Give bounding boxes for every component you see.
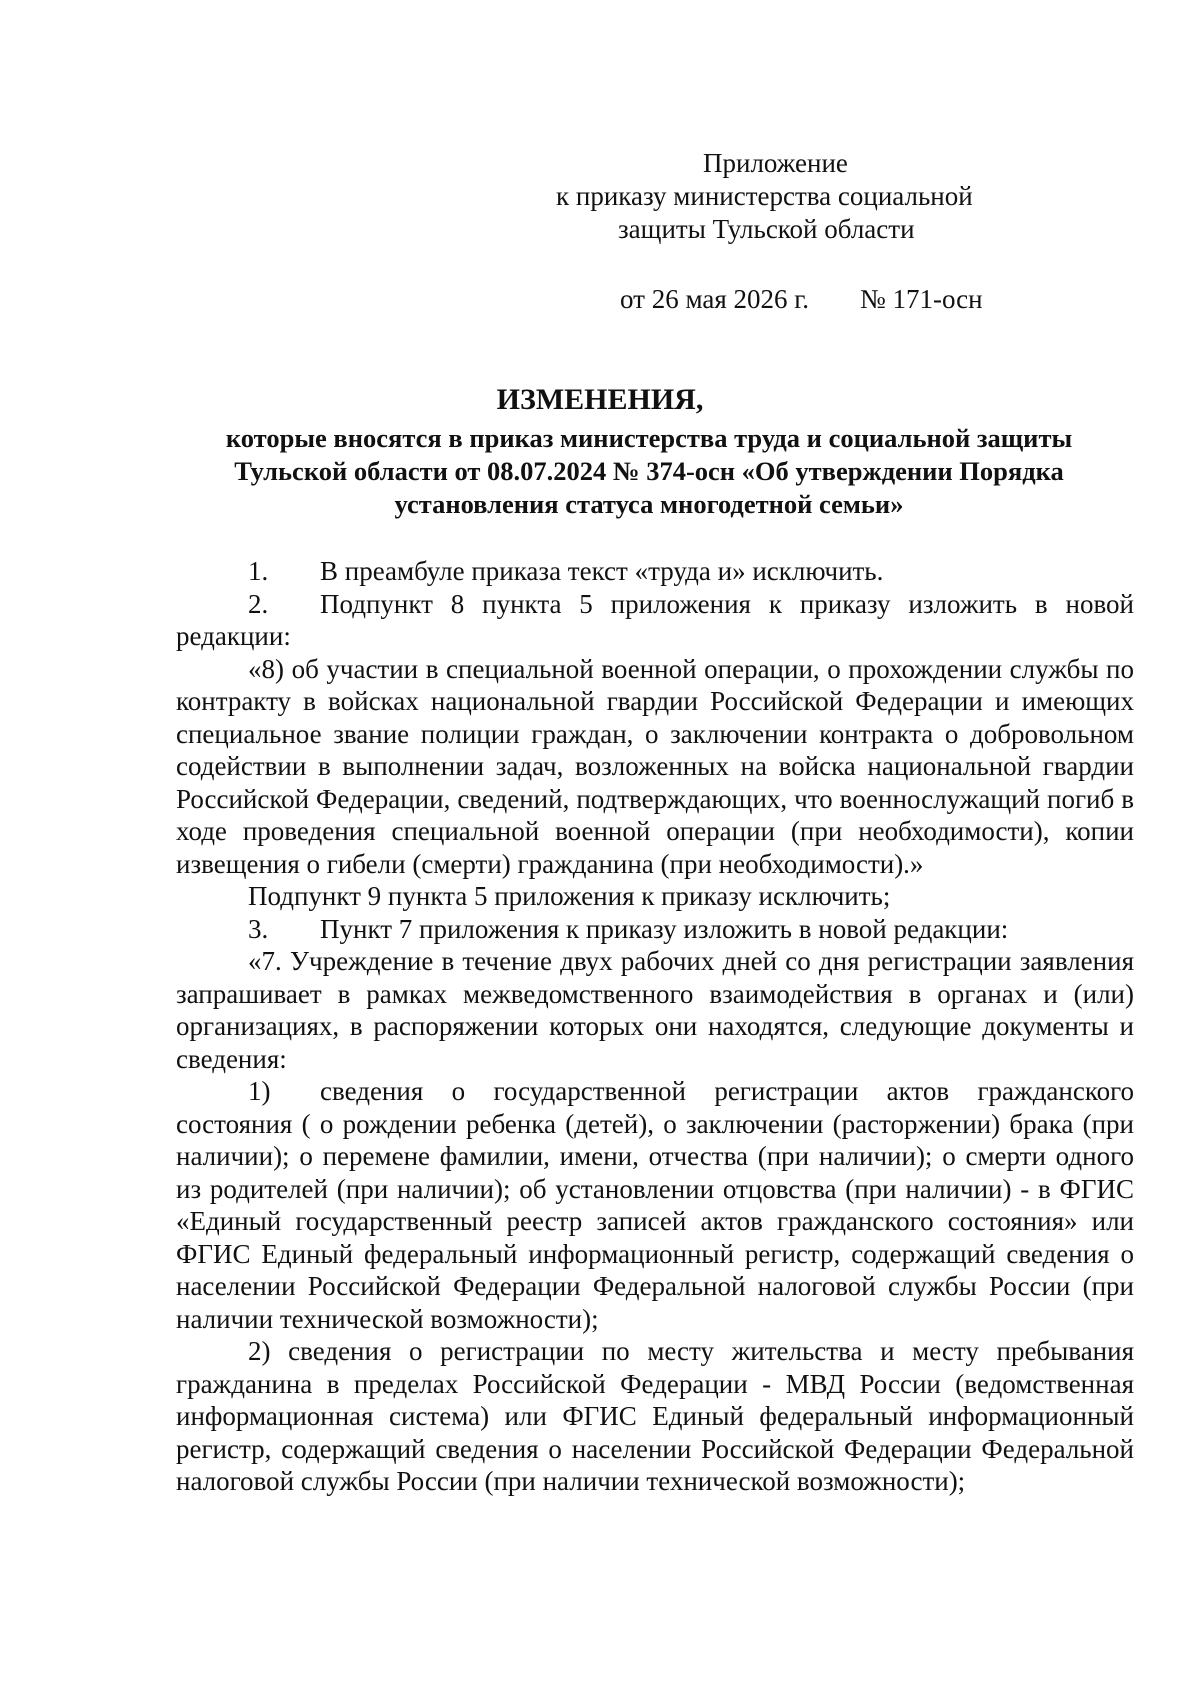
document-body: [176, 555, 1134, 1498]
subitem-1: [176, 1075, 1134, 1335]
appendix-line-2: к приказу министерства социальной: [556, 181, 973, 211]
subpoint-8-quote: «8) об участии в специальной военной операции, о прохождении службы по контракту в войсках национальной гвардии Российской Федерации и имеющих специальное звание полиции граждан, о заключении контракта о добровольном содействии в выполнении задач, возложенных на войска национальной гвардии Российской Федерации, сведений, подтверждающих, что военнослужащий погиб в ходе проведения специальной военной операции (при необходимости), копии извещения о гибели (смерти) гражданина (при необходимости).»: [176, 653, 1134, 879]
item-3: [176, 913, 1134, 946]
item-2: [176, 588, 1134, 653]
item-3-text: Пункт 7 приложения к приказу изложить в новой редакции:: [320, 913, 1009, 944]
item-1-text: В преамбуле приказа текст «труда и» исключить.: [320, 556, 884, 586]
subitem-1-text: сведения о государственной регистрации актов гражданского состояния ( о рождении ребенка (детей), о заключении (расторжении) брака (при наличии); о перемене фамилии, имени, отчества (при наличии); о смерти одного из родителей (при наличии); об установлении отцовства (при наличии) - в ФГИС «Единый государственный реестр записей актов гражданского состояния» или ФГИС Единый федеральный информационный регистр, содержащий сведения о населении Российской Федерации Федеральной налоговой службы России (при наличии технической возможности);: [176, 1076, 1134, 1334]
document-title: ИЗМЕНЕНИЯ,: [496, 383, 704, 416]
item-1-number: 1.: [248, 556, 269, 586]
order-number: № 171-осн: [860, 284, 983, 314]
item-2-text: Подпункт 8 пункта 5 приложения к приказу изложить в новой редакции:: [176, 588, 1134, 651]
item-2-number: 2.: [248, 588, 269, 619]
appendix-line-1: Приложение: [703, 148, 848, 178]
item-1: [176, 555, 1134, 588]
document-subtitle: которые вносятся в приказ министерства труда и социальной защиты Тульской области от 08.07.2024 № 374-осн «Об утверждении Порядка установления статуса многодетной семьи»: [225, 423, 1073, 519]
subpoint-9-removal: Подпункт 9 пункта 5 приложения к приказу исключить;: [248, 881, 891, 911]
item-3-number: 3.: [248, 913, 269, 944]
subitem-1-number: 1): [248, 1076, 271, 1106]
appendix-line-3: защиты Тульской области: [618, 214, 915, 244]
point-7-quote: «7. Учреждение в течение двух рабочих дней со дня регистрации заявления запрашивает в рамках межведомственного взаимодействия в органах и (или) организациях, в распоряжении которых они находятся, следующие документы и сведения:: [176, 946, 1134, 1074]
order-date: от 26 мая 2026 г.: [620, 284, 810, 314]
subitem-2: 2) сведения о регистрации по месту жительства и месту пребывания гражданина в пределах Российской Федерации - МВД России (ведомственная информационная система) или ФГИС Единый федеральный информационный регистр, содержащий сведения о населении Российской Федерации Федеральной налоговой службы России (при наличии технической возможности);: [176, 1336, 1134, 1496]
